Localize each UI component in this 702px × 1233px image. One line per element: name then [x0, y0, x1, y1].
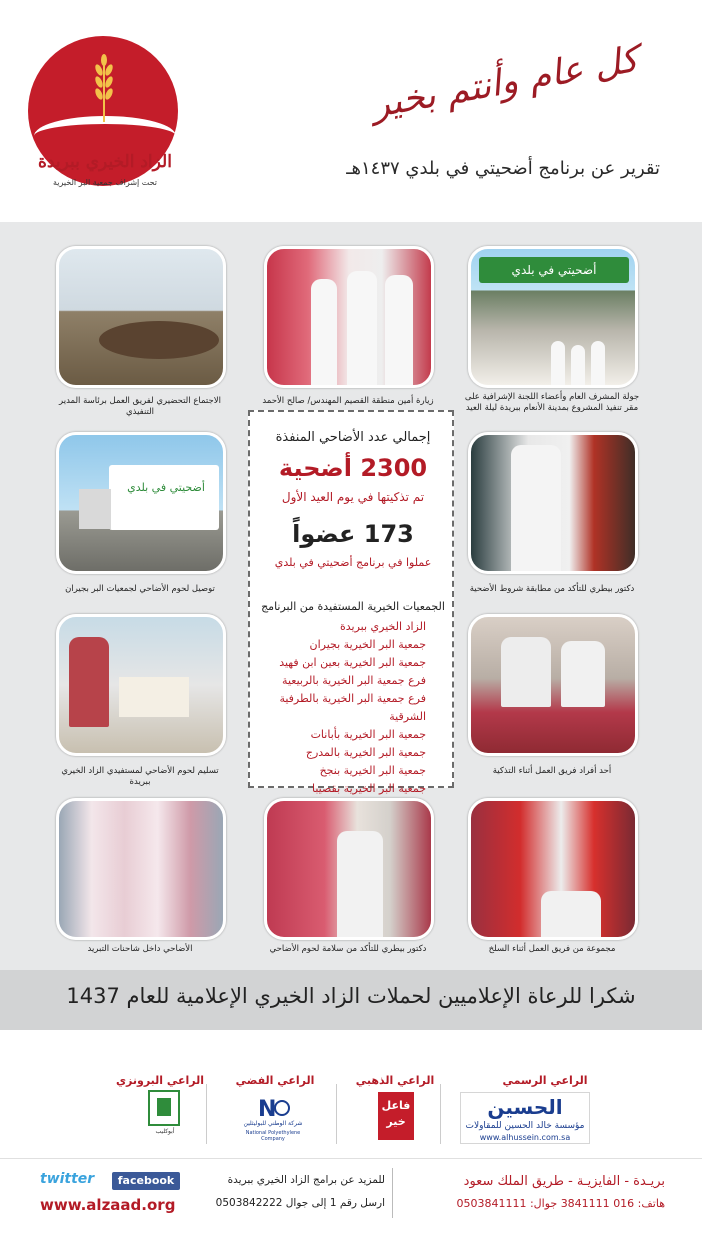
photo-caption: أحد أفراد فريق العمل أثناء التذكية	[492, 766, 612, 776]
members-text: عملوا في برنامج أضحيتي في بلدي	[274, 556, 432, 569]
association-item: جمعية البر الخيرية بالمدرج	[305, 746, 426, 759]
association-item: فرع جمعية البر الخيرية بالربيعية	[282, 674, 426, 687]
association-item: جمعية البر الخيرية بعين ابن فهيد	[279, 656, 426, 669]
website-link[interactable]: www.alzaad.org	[40, 1196, 176, 1214]
photo-caption: الاجتماع التحضيري لفريق العمل برئاسة المدير التنفيذي	[59, 396, 221, 418]
bronze-sponsor-label: الراعي البرونزي	[115, 1074, 205, 1087]
gold-sponsor-name: فاعل خير	[381, 1099, 411, 1128]
logo-name: الزاد الخيري ببريدة	[38, 152, 172, 172]
more-info-text: للمزيد عن برامج الزاد الخيري ببريدة	[227, 1174, 385, 1186]
bronze-sponsor-name: أبوكليب	[155, 1128, 175, 1135]
sms-instructions: ارسل رقم 1 إلى جوال 0503842222	[215, 1197, 385, 1209]
wheat-icon	[91, 54, 117, 124]
photo-slaughter	[468, 614, 638, 756]
associations-list	[250, 618, 456, 798]
photo-farm-tour	[468, 246, 638, 388]
association-item: جمعية البر الخيرية بنجخ	[319, 764, 426, 777]
gold-sponsor-label: الراعي الذهبي	[355, 1074, 435, 1087]
association-item: جمعية البر الخيرية بجيران	[309, 638, 426, 651]
members-count: 173 عضواً	[292, 520, 414, 548]
photo-caption: الأضاحي داخل شاحنات التبريد	[87, 944, 193, 954]
photo-preparatory-meeting	[56, 246, 226, 388]
photo-meat-handover	[56, 614, 226, 756]
program-sign: أضحيتي في بلدي	[127, 481, 205, 494]
sacrifices-text: تم تذكيتها في يوم العيد الأول	[281, 490, 425, 504]
thanks-banner	[0, 970, 702, 1030]
svg-text:N: N	[258, 1097, 277, 1120]
association-item: فرع جمعية البر الخيرية بالطرفية الشرقية	[279, 692, 426, 723]
photo-vet-inspection	[468, 432, 638, 574]
photo-caption: توصيل لحوم الأضاحي لجمعيات البر بجيران	[65, 584, 215, 594]
photo-skinning-team	[468, 798, 638, 940]
silver-sponsor-logo	[238, 1094, 308, 1142]
association-item: جمعية البر الخيرية بقصيبا	[312, 782, 426, 795]
official-sponsor-label: الراعي الرسمي	[502, 1074, 588, 1087]
association-item: الزاد الخيري ببريدة	[340, 620, 426, 633]
photo-mayor-visit	[264, 246, 434, 388]
silver-sponsor-label: الراعي الفضي	[235, 1074, 315, 1087]
address: بريـدة - الفايزيـة - طريق الملك سعود	[463, 1174, 665, 1189]
silver-sponsor-name: شركة الوطني للبوليثلين	[243, 1120, 303, 1127]
bronze-sponsor-logo	[140, 1090, 188, 1140]
photo-refrigerated-trucks	[56, 798, 226, 940]
photo-caption: زيارة أمين منطقة القصيم المهندس/ صالح الأحمد	[262, 396, 434, 406]
photo-caption: مجموعة من فريق العمل أثناء السلخ	[488, 944, 616, 954]
abukulaib-logo-icon	[148, 1090, 180, 1126]
summary-heading: إجمالي عدد الأضاحي المنفذة	[275, 430, 431, 445]
eid-greeting-calligraphy	[365, 40, 645, 150]
sacrifices-count: 2300 أضحية	[278, 454, 428, 482]
photo-meat-safety-check	[264, 798, 434, 940]
gold-sponsor-logo	[378, 1092, 414, 1140]
eid-greeting-text: كل عام وأنتم بخير	[368, 38, 642, 127]
official-sponsor-name: الحسين	[487, 1095, 563, 1119]
photo-caption: دكتور بيطري للتأكد من مطابقة شروط الأضحية	[469, 584, 635, 594]
associations-heading: الجمعيات الخيرية المستفيدة من البرنامج	[261, 600, 445, 613]
official-sponsor-desc: مؤسسة خالد الحسين للمقاولات	[465, 1121, 585, 1131]
silver-sponsor-english-name: National Polyethylene Company	[245, 1130, 301, 1142]
logo-subtitle: تحت إشراف جمعية البر الخيرية	[52, 178, 158, 187]
npc-logo-icon	[256, 1094, 290, 1120]
phone-numbers: هاتف: 016 3841111 جوال: 0503841111	[456, 1197, 665, 1210]
program-sign: أضحيتي في بلدي	[479, 257, 629, 283]
photo-meat-delivery-truck	[56, 432, 226, 574]
photo-caption: تسليم لحوم الأضاحي لمستفيدي الزاد الخيري ببريدة	[61, 766, 219, 788]
photo-caption: جولة المشرف العام وأعضاء اللجنة الإشرافية على مقر تنفيذ المشروع بمدينة الأنعام ببريدة ليلة العيد	[464, 392, 640, 414]
facebook-icon[interactable]: facebook	[112, 1172, 180, 1190]
association-item: جمعية البر الخيرية بأبانات	[310, 728, 426, 741]
thanks-text: شكرا للرعاة الإعلاميين لحملات الزاد الخيري الإعلامية للعام 1437	[66, 984, 636, 1008]
report-title: تقرير عن برنامج أضحيتي في بلدي ١٤٣٧هـ	[346, 158, 660, 179]
photo-caption: دكتور بيطري للتأكد من سلامة لحوم الأضاحي	[269, 944, 427, 954]
footer-divider	[392, 1168, 393, 1218]
official-sponsor-logo	[460, 1092, 590, 1144]
official-sponsor-url: www.alhussein.com.sa	[479, 1133, 571, 1142]
summary-box	[248, 410, 454, 795]
twitter-icon[interactable]: twitter	[40, 1171, 95, 1187]
